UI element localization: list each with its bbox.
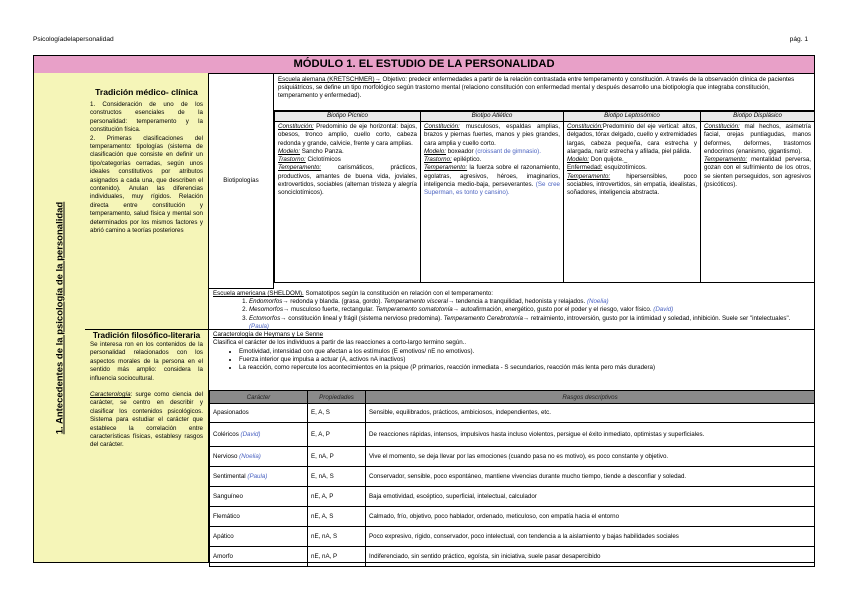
- section1-title: Tradición médico- clínica: [95, 87, 198, 97]
- atletico-modelo-label: Modelo:: [424, 147, 447, 155]
- lesenne-block: [209, 330, 814, 390]
- header-caracter: Carácter: [210, 391, 308, 404]
- biotipologias-label: Biotipologías: [209, 73, 274, 289]
- displasico-temperamento: mentalidad perversa, gozan con el sufrimiento de los otros, se sienten perseguidos, son agresivos (psicóticos).: [704, 156, 811, 189]
- caracter-props: E, A, S: [308, 404, 366, 423]
- picnico-modelo-label: Modelo:: [278, 147, 301, 155]
- picnico-constitucion-label: Constitución:: [278, 123, 314, 130]
- caracter-cell: [210, 467, 308, 487]
- sheldon-desc: musculoso fuerte, rectangular.: [290, 306, 376, 314]
- picnico-trastorno: Ciclotímicos: [305, 156, 341, 164]
- caracter-rasgos: De reacciones rápidas, intensos, impulsivos hasta incluso violentos, persigue el éxito inmediato, optimistas y superficiales.: [366, 423, 815, 447]
- picnico-modelo: Sancho Panza.: [300, 147, 344, 155]
- caracteres-table: [209, 390, 815, 567]
- table-row: [210, 447, 815, 467]
- caracteres-header-row: [210, 391, 815, 404]
- caracter-rasgos: Calmado, frío, objetivo, poco hablador, ordenado, meticuloso, con empatía hacia el entorno: [366, 507, 815, 527]
- section2-title: Tradición filosófico-literaria: [92, 331, 201, 340]
- caracter-cell: [210, 423, 308, 447]
- sheldon-desc2: autoafirmación, energético, gusto por el poder y el riesgo, valor físico.: [460, 306, 654, 314]
- picnico-constitucion: Predominio de eje horizontal: bajos, obesos, tronco amplio, cuello corto, cabeza redonda y grande, calvicie, frente y cara amplias.: [278, 123, 417, 147]
- sheldon-temp: Temperamento somatotonía: [375, 306, 453, 314]
- document-frame: [33, 55, 815, 563]
- picnico-temperamento-end: sonciclotímicos).: [278, 189, 324, 197]
- sheldon-desc2: tendencia a tranquilidad, hedonista y relajados.: [455, 298, 587, 306]
- caracter-name: Apático: [213, 532, 234, 540]
- caracter-name: Coléricos: [213, 430, 239, 438]
- sheldon-item: 3. Ectomorfos→ constitución lineal y frágil (sistema nervioso predomina). Temperamento Cerebrotonía→ retraimiento, introversión, gusto por la intimidad y soledad, inhibición. Suele ser "intelectuales". (Paula): [249, 315, 811, 331]
- atletico-constitucion-label: Constitución:: [424, 123, 460, 130]
- sheldon-type: Mesomorfos: [249, 306, 284, 314]
- leptosomico-modelo: Don quijote._: [589, 156, 628, 164]
- caracter-props: nE, A, P: [308, 487, 366, 507]
- biotipos-table: [274, 111, 815, 283]
- leptosomico-enfermedad: esquizotímicos.: [602, 164, 647, 172]
- caracter-props: E, nA, P: [308, 447, 366, 467]
- lesenne-bullet: • Fuerza interior que impulsa a actuar (A, activos nA inactivos): [239, 356, 811, 364]
- section2-p1: Se interesa ron en los contenidos de la personalidad relacionados con los aspectos morales de la persona en el sentido más amplio: considera la influencia sociocultural.: [90, 341, 203, 382]
- vertical-section-column: [34, 73, 86, 562]
- cell-atletico: [421, 122, 564, 283]
- table-row: [210, 507, 815, 527]
- caracter-cell: [210, 404, 308, 423]
- sheldon-temp: Temperamento Cerebrotonía: [443, 314, 523, 322]
- caracter-note: (Paula): [247, 472, 268, 480]
- header-atletico: Biotipo Atlético: [421, 112, 564, 122]
- header-leptosomico: Biotipo Leptosómico: [564, 112, 701, 122]
- sheldon-desc: redonda y blanda. (grasa, gordo).: [290, 298, 384, 306]
- header-left: Psicologíadelapersonalidad: [33, 36, 114, 43]
- caracter-name: Apasionados: [213, 409, 249, 417]
- caracter-rasgos: Sensible, equilibrados, prácticos, ambiciosos, independientes, etc.: [366, 404, 815, 423]
- caracter-cell: [210, 527, 308, 547]
- sheldon-desc: constitución lineal y frágil (sistema nervioso predomina).: [288, 314, 444, 322]
- lesenne-list: [213, 348, 811, 373]
- table-row: [210, 404, 815, 423]
- atletico-temperamento-label: Temperamento:: [424, 164, 468, 172]
- displasico-constitucion-label: Constitución:: [704, 123, 740, 130]
- caracterologia-label: Caracterología: [90, 391, 131, 399]
- atletico-constitucion: musculosos, espaldas amplias, brazos y piernas fuertes, manos y pies grandes, cara amplia y cuello corto.: [424, 123, 560, 147]
- header-propiedades: Propiedades: [308, 391, 366, 404]
- caracter-cell: [210, 507, 308, 527]
- sheldon-item: 2. Mesomorfos→ musculoso fuerte, rectangular. Temperamento somatotonía→ autoafirmación, energético, gusto por el poder y el riesgo, valor físico. (David): [249, 306, 811, 314]
- sidebar-medico-clinica: [85, 73, 209, 330]
- sheldon-block: [209, 289, 814, 330]
- sheldon-text: Somatotipos según la constitución en relación con el temperamento:: [303, 290, 493, 297]
- caracter-props: nE, nA, P: [308, 547, 366, 567]
- cell-displasico: [701, 122, 815, 283]
- sheldon-item: 1. Endomorfos→ redonda y blanda. (grasa, gordo). Temperamento visceral→ tendencia a tranquilidad, hedonista y relajados. (Noelia): [249, 298, 811, 306]
- kretschmer-intro: [274, 73, 814, 111]
- caracter-props: nE, A, S: [308, 507, 366, 527]
- table-row: [210, 487, 815, 507]
- section1-text: [85, 97, 208, 236]
- section1-p2: 2. Primeras clasificaciones del temperamento: tipologías (sistema de clasificación que consiste en definir un tipo/categorías cerradas, según unos ideales constitutivos por atributos asignados a cada una, que describen el contenido). Anulan las diferencias individuales, muy rígidos. Relación directa entre constitución y temperamento, salud física y mental son determinados por los mismos factores y abrió camino a teorías posteriores: [90, 134, 203, 235]
- leptosomico-constitucion-label: Constitución:: [567, 123, 603, 130]
- atletico-note: (Se cree Superman, es tonto y cansino).: [424, 181, 561, 197]
- biotipos-row: [275, 122, 815, 283]
- section2-p2: : surge como ciencia del carácter, se centro en describir y clasificar los contenidos psicológicos. Sistema para estudiar el carácter que establece la correlación entre características físicas, establesy rasgos del carácter.: [90, 391, 203, 449]
- lesenne-intro: Clasifica el carácter de los individuos a partir de las reacciones a corto-largo termino según..: [213, 339, 467, 347]
- table-row: [210, 467, 815, 487]
- atletico-trastorno: epiléptico.: [451, 156, 482, 164]
- section2-p2-wrap: [90, 391, 203, 450]
- section1-p1: 1. Consideración de uno de los constructos esenciales de la personalidad: temperamento y la constitución física.: [90, 101, 203, 134]
- atletico-trastorno-label: Trastorno:: [424, 156, 452, 164]
- page-title: MÓDULO 1. EL ESTUDIO DE LA PERSONALIDAD: [34, 56, 814, 74]
- cell-leptosomico: [564, 122, 701, 283]
- vertical-section-label: 1. Antecedentes de la psicología de la personalidad: [54, 201, 65, 434]
- table-row: [210, 547, 815, 567]
- caracter-name: Flemático: [213, 512, 240, 520]
- caracter-cell: [210, 547, 308, 567]
- caracter-props: E, A, P: [308, 423, 366, 447]
- picnico-temperamento: carismáticos, prácticos, productivos, amantes de buena vida, joviales, extrovertidos, sociables (alternan tristeza y alegría: [278, 164, 417, 189]
- section2-text: [85, 340, 208, 450]
- caracter-rasgos: Poco expresivo, rígido, conservador, poco intelectual, con tendencia a la aislamiento y bajas habilidades sociales: [366, 527, 815, 547]
- sheldon-type: Endomorfos: [249, 298, 283, 306]
- sidebar-filosofico-literaria: [85, 330, 209, 562]
- atletico-modelo-note: (croissant de gimnasio).: [473, 147, 541, 155]
- caracter-name: Amorfo: [213, 552, 233, 560]
- kretschmer-text: Objetivo: predecir enfermedades a partir de la relación contrastada entre temperamento y constitución. A través de la observación clínica de pacientes psiquiátricos, se define un tipo morfológico según trastorno mental (relaciono constitución con enfermedad mental y después desarrollo una biotipología que integraba constitución, temperamento y enfermedad).: [278, 76, 795, 100]
- header-rasgos: Rasgos descriptivos: [366, 391, 815, 404]
- displasico-constitucion: mal hechos, asimetría facial, orejas puntiagudas, manos deformes, deformes, trastornos endocrinos (enanismo, gigantismo).: [704, 123, 811, 155]
- leptosomico-constitucion: Predominio del eje vertical: altos, delgados, tórax delgado, cuello y extremidades largas, cabeza pequeña, cara estrecha y alargada, nariz estrecha y afilada, piel pálida.: [567, 123, 697, 155]
- kretschmer-head: Escuela alemana (KRETSCHMER)→: [278, 76, 381, 83]
- caracter-props: nE, nA, S: [308, 527, 366, 547]
- sheldon-temp: Temperamento visceral: [383, 298, 448, 306]
- caracter-name: Sanguíneo: [213, 492, 243, 500]
- leptosomico-modelo-label: Modelo:: [567, 156, 590, 164]
- leptosomico-enfermedad-label: Enfermedad:: [567, 164, 603, 172]
- sheldon-note: (Paula): [249, 322, 269, 330]
- lesenne-bullet: • Emotividad, intensidad con que afectan a los estímulos (E emotivos/ nE no emotivos).: [239, 348, 811, 356]
- page-number: pág. 1: [789, 36, 808, 43]
- caracter-cell: [210, 447, 308, 467]
- sheldon-list: [213, 298, 811, 331]
- table-row: [210, 527, 815, 547]
- caracter-rasgos: Indiferenciado, sin sentido práctico, egoísta, sin iniciativa, suele pasar desapercibido: [366, 547, 815, 567]
- sheldon-type: Ectomorfos: [249, 314, 281, 322]
- caracter-rasgos: Vive el momento, se deja llevar por las emociones (cuando pasa no es motivo), es poco constante y objetivo.: [366, 447, 815, 467]
- picnico-temperamento-label: Temperamento:: [278, 164, 322, 172]
- sheldon-note: (David): [653, 306, 674, 314]
- caracter-note: (Noelia): [239, 452, 261, 460]
- sheldon-head: Escuela americana (SHELDOM).: [213, 290, 304, 297]
- caracter-cell: [210, 487, 308, 507]
- biotipos-header-row: [275, 112, 815, 122]
- picnico-trastorno-label: Trastorno:: [278, 156, 306, 164]
- lesenne-head: Caracterología de Heymans y Le Senne: [213, 331, 324, 338]
- header-displasico: Biotipo Displásico: [701, 112, 815, 122]
- caracter-name: Nervioso: [213, 452, 238, 460]
- table-row: [210, 423, 815, 447]
- caracter-note: (David): [240, 430, 261, 438]
- sheldon-note: (Noelia): [586, 298, 609, 306]
- leptosomico-temperamento-label: Temperamento:: [567, 172, 611, 180]
- caracter-rasgos: Baja emotividad, escéptico, superficial, intelectual, calculador: [366, 487, 815, 507]
- sheldon-desc2: retraimiento, introversión, gusto por la intimidad y soledad, inhibición. Suele ser "intelectuales".: [530, 314, 791, 322]
- caracter-name: Sentimental: [213, 472, 246, 480]
- cell-picnico: [275, 122, 421, 283]
- leptosomico-temperamento: hipersensibles, poco sociables, introvertidos, sin empatía, idealistas, soñadores, inteligencia abstracta.: [567, 172, 697, 197]
- header-picnico: Biotipo Pícnico: [275, 112, 421, 122]
- lesenne-bullet: • La reacción, como repercute los acontecimientos en la psique (P primarios, reacción inmediata - S secundarios, reacción más lenta pero más duradera): [239, 364, 811, 372]
- displasico-temperamento-label: Temperamento:: [704, 156, 748, 164]
- atletico-modelo: boxeador: [446, 147, 474, 155]
- caracter-props: E, nA, S: [308, 467, 366, 487]
- atletico-temperamento: la fuerza sobre el razonamiento, egolatras, agresivos, héroes, imaginarios, inteligencia medio-baja, perseverantes.: [424, 164, 560, 189]
- caracter-rasgos: Conservador, sensible, poco espontáneo, mantiene vivencias durante mucho tiempo, tiende a desconfiar y soledad.: [366, 467, 815, 487]
